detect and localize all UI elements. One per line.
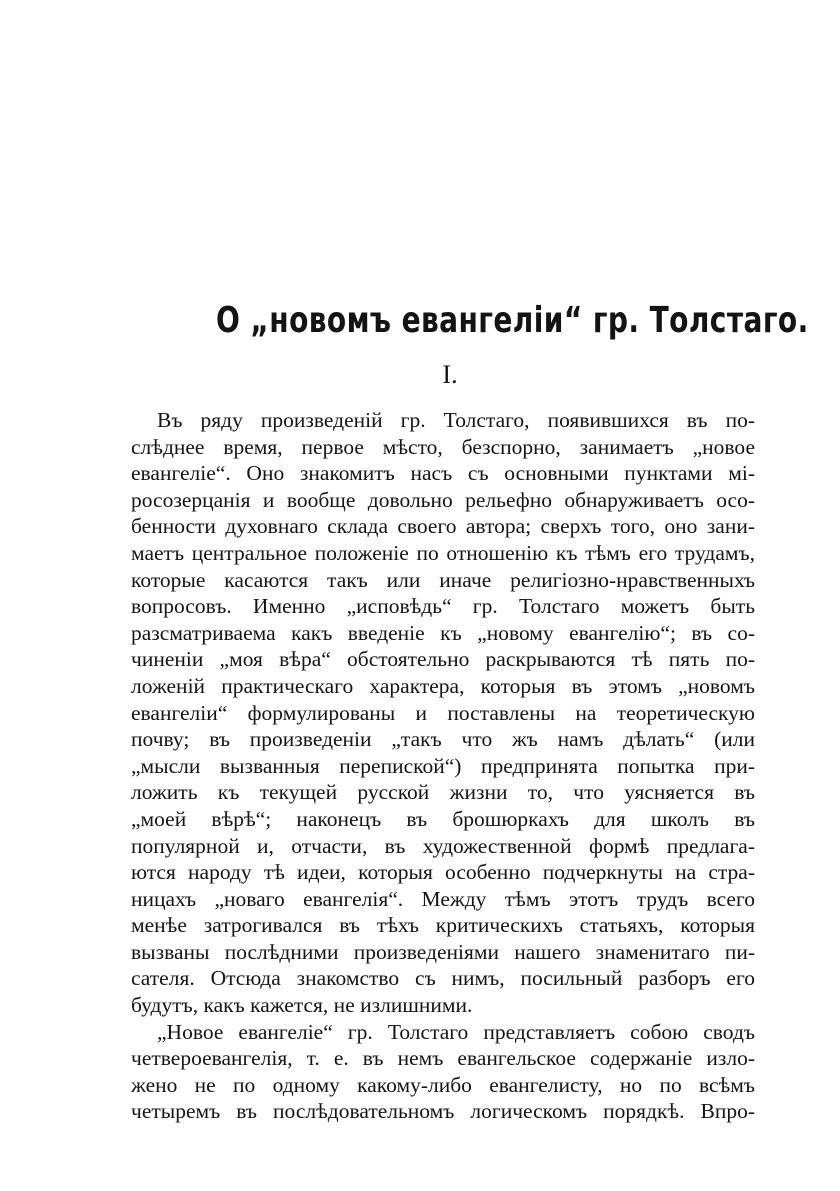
chapter-title: О „новомъ евангеліи“ гр. Толстаго. [216,300,809,341]
text-line: слѣднее время, первое мѣсто, безспорно, занимаетъ „новое [131,434,755,459]
text-line: вызваны послѣдними произведеніями нашего знаменитаго пи- [131,939,755,964]
text-line: разсматриваема какъ введеніе къ „новому евангелію“; въ со- [131,620,755,645]
text-line: бенности духовнаго склада своего автора; сверхъ того, оно зани- [131,514,755,539]
text-line: будутъ, какъ кажется, не излишними. [131,993,473,1018]
text-line: популярной и, отчасти, въ художественной формѣ предлага- [131,833,755,858]
body-text [131,407,755,1125]
text-line: четвероевангелія, т. е. въ немъ евангельское содержаніе изло- [131,1046,755,1071]
text-line: росозерцанія и вообще довольно рельефно обнаруживаетъ осо- [131,487,755,512]
text-line: четыремъ въ послѣдовательномъ логическомъ порядкѣ. Впро- [131,1099,755,1124]
section-number: I. [442,360,458,389]
text-line: евангеліе“. Оно знакомитъ насъ съ основными пунктами мі- [131,461,755,486]
text-line: „моей вѣрѣ“; наконецъ въ брошюркахъ для школъ въ [131,806,755,831]
text-line: ницахъ „новаго евангелія“. Между тѣмъ этотъ трудъ всего [131,886,755,911]
text-line: маетъ центральное положеніе по отношенію къ тѣмъ его трудамъ, [131,540,755,565]
text-line: Въ ряду произведеній гр. Толстаго, появившихся въ по- [157,408,755,432]
text-line: „Новое евангеліе“ гр. Толстаго представляетъ собою сводъ [157,1019,755,1044]
text-line: жено не по одному какому-либо евангелисту, но по всѣмъ [131,1072,755,1097]
text-line: евангеліи“ формулированы и поставлены на теоретическую [131,700,755,725]
text-line: чиненіи „моя вѣра“ обстоятельно раскрываются тѣ пять по- [131,647,755,672]
text-line: „мысли вызванныя перепиской“) предпринята попытка при- [131,753,755,778]
text-line: вопросовъ. Именно „исповѣдь“ гр. Толстаго можетъ быть [131,594,755,619]
text-line: сателя. Отсюда знакомство съ нимъ, посильный разборъ его [131,966,755,991]
text-line: которые касаются такъ или иначе религіозно-нравственныхъ [131,567,755,592]
text-line: почву; въ произведеніи „такъ что жъ намъ дѣлать“ (или [131,727,755,752]
text-line: ложить къ текущей русской жизни то, что уясняется въ [131,780,755,805]
text-line: менѣе затрогивался въ тѣхъ критическихъ статьяхъ, которыя [131,913,755,938]
text-line: ются народу тѣ идеи, которыя особенно подчеркнуты на стра- [131,860,755,885]
text-line: ложеній практическаго характера, которыя въ этомъ „новомъ [131,673,755,698]
